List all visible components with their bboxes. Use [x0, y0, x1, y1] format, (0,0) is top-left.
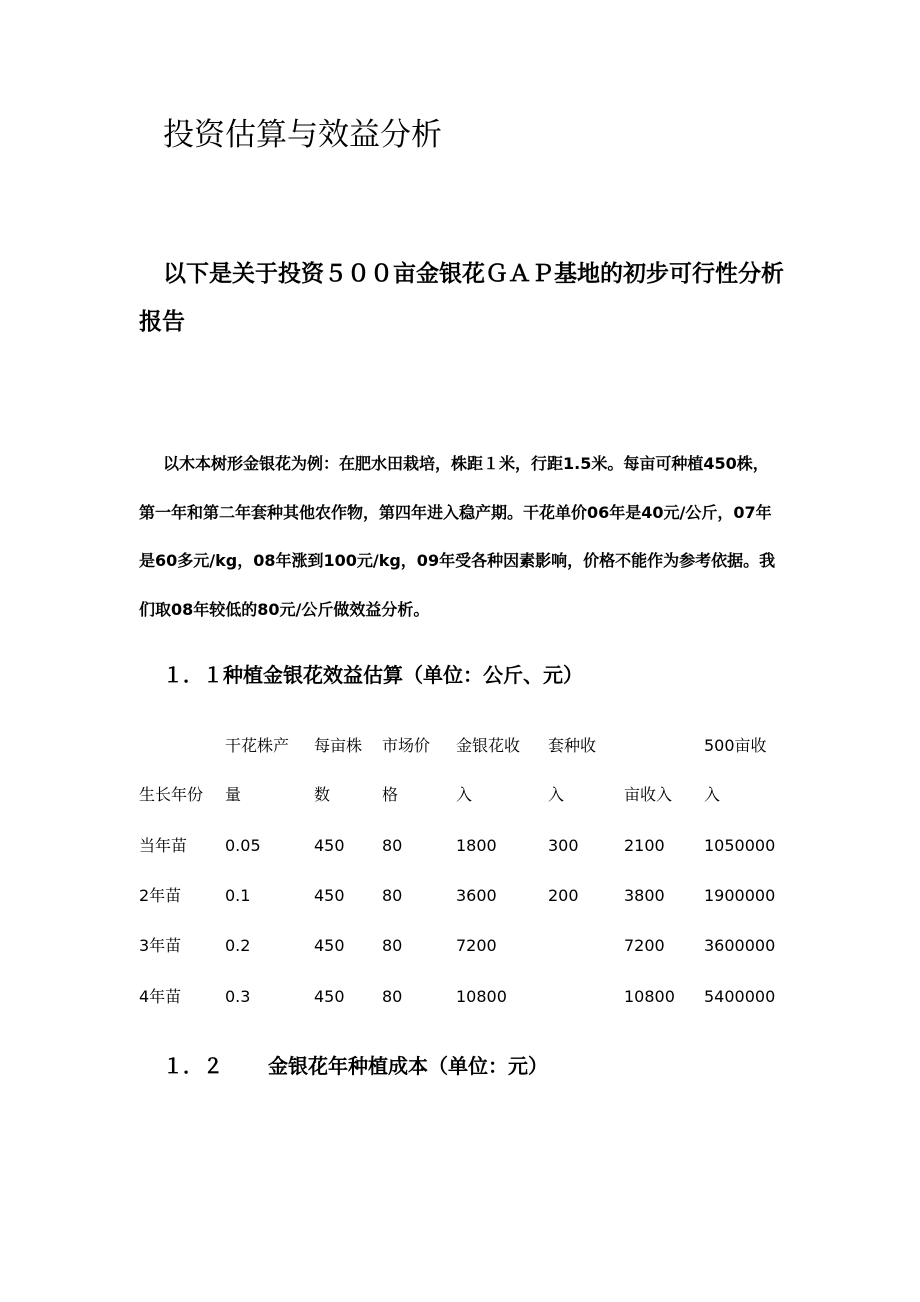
table-cell: 450 — [314, 987, 345, 1006]
intro-paragraph: 以木本树形金银花为例：在肥水田栽培，株距１米，行距1.5米。每亩可种植450株，第一年和第二年套种其他农作物，第四年进入稳产期。干花单价06年是40元/公斤，07年是60多元/kg，08年涨到100元/kg，09年受各种因素影响，价格不能作为参考依据。我们取08年较低的80元/公斤做效益分析。 — [139, 454, 776, 619]
table-header-cell: 金银花收 — [456, 736, 521, 755]
table-cell: 300 — [548, 836, 579, 855]
table-cell: 450 — [314, 936, 345, 955]
table-cell: 80 — [382, 886, 403, 905]
report-subtitle: 以下是关于投资５００亩金银花ＧＡＰ基地的初步可行性分析报告 — [139, 261, 784, 335]
section-1-1-heading: １．１种植金银花效益估算（单位：公斤、元） — [163, 663, 583, 687]
table-header-cell: 套种收 — [548, 736, 597, 755]
table-header-cell: 入 — [456, 785, 473, 804]
table-cell: 2100 — [624, 836, 665, 855]
table-cell: 80 — [382, 836, 403, 855]
table-cell: 10800 — [624, 987, 675, 1006]
table-cell: 80 — [382, 936, 403, 955]
table-cell: 当年苗 — [139, 836, 188, 855]
table-header-cell: 生长年份 — [139, 785, 204, 804]
table-cell: 0.3 — [225, 987, 251, 1006]
document-title: 投资估算与效益分析 — [163, 117, 442, 153]
table-cell: 450 — [314, 886, 345, 905]
table-cell: 3800 — [624, 886, 665, 905]
table-cell: 0.05 — [225, 836, 261, 855]
table-cell: 1900000 — [704, 886, 776, 905]
table-cell: 1050000 — [704, 836, 776, 855]
table-header-cell: 市场价 — [382, 736, 431, 755]
table-header-cell: 每亩株 — [314, 736, 363, 755]
table-cell: 10800 — [456, 987, 507, 1006]
table-cell: 80 — [382, 987, 403, 1006]
table-cell: 3600000 — [704, 936, 776, 955]
table-cell: 3年苗 — [139, 936, 182, 955]
table-header-cell: 入 — [704, 785, 721, 804]
table-header-cell: 入 — [548, 785, 565, 804]
table-cell: 4年苗 — [139, 987, 182, 1006]
table-cell: 3600 — [456, 886, 497, 905]
table-cell: 0.1 — [225, 886, 251, 905]
section-1-2-heading — [163, 1051, 548, 1081]
table-cell: 7200 — [456, 936, 497, 955]
table-header-cell: 量 — [225, 785, 242, 804]
table-header-cell: 干花株产 — [225, 736, 290, 755]
section-title: 金银花年种植成本（单位：元） — [268, 1054, 548, 1078]
table-cell: 7200 — [624, 936, 665, 955]
table-header-cell: 格 — [382, 785, 399, 804]
table-cell: 200 — [548, 886, 579, 905]
table-header-cell: 亩收入 — [624, 785, 673, 804]
table-cell: 1800 — [456, 836, 497, 855]
table-cell: 2年苗 — [139, 886, 182, 905]
table-header-cell: 500亩收 — [704, 736, 767, 755]
table-cell: 0.2 — [225, 936, 251, 955]
section-number: １．２ — [163, 1054, 223, 1078]
table-header-cell: 数 — [314, 785, 331, 804]
table-cell: 5400000 — [704, 987, 776, 1006]
table-cell: 450 — [314, 836, 345, 855]
